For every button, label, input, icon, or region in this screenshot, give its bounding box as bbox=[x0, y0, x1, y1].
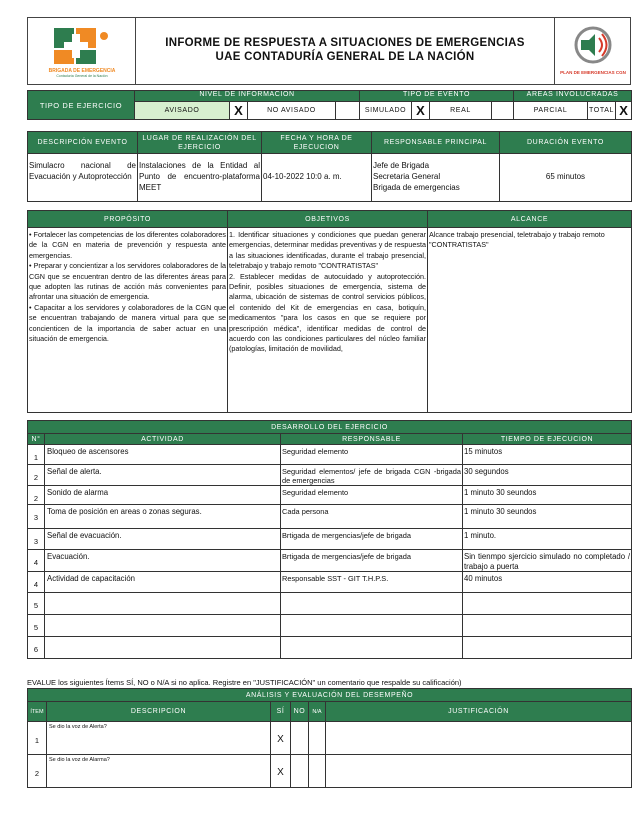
purpose-item-3: • Capacitar a los servidores y colaboradores de la CGN que se encuentran trabajando de manera virtual para que se concienticen de la importancia de saber actuar en una situación de emergencia. bbox=[29, 302, 226, 344]
avisado-label: AVISADO bbox=[135, 102, 230, 120]
justification-header: JUSTIFICACIÓN bbox=[326, 702, 632, 722]
total-label: TOTAL bbox=[588, 102, 616, 120]
analysis-title: ANÁLISIS Y EVALUACIÓN DEL DESEMPEÑO bbox=[28, 689, 632, 702]
simulado-label: SIMULADO bbox=[360, 102, 412, 120]
event-description-table bbox=[27, 131, 632, 202]
yes-cell[interactable]: X bbox=[271, 755, 291, 788]
table-row bbox=[28, 755, 632, 788]
table-row bbox=[28, 593, 632, 615]
table-row bbox=[28, 572, 632, 593]
report-header bbox=[27, 17, 631, 85]
duration-header: DURACIÓN EVENTO bbox=[500, 132, 632, 154]
parcial-label: PARCIAL bbox=[514, 102, 588, 120]
event-type-label: TIPO DE EVENTO bbox=[360, 91, 514, 102]
purpose-item-2: • Preparar y concientizar a los servidores colaboradores de la CGN que se encuentran dentro de las diferentes áreas para que adopten las rutinas de acción más convenientes para afrontar una situación de emergencia. bbox=[29, 261, 226, 302]
responsible-cell: Brtigada de mergencias/jefe de brigada bbox=[281, 550, 463, 572]
time-header: TIEMPO DE EJECUCION bbox=[463, 434, 632, 445]
objectives-content bbox=[228, 228, 428, 413]
table-row bbox=[28, 637, 632, 659]
time-cell: Sin tienmpo sjercicio simulado no completado / trabajo a puerta bbox=[463, 550, 632, 572]
emergency-plan-logo-text: PLAN DE EMERGENCIAS CGN bbox=[560, 70, 626, 75]
activity-cell: Evacuación. bbox=[45, 550, 281, 572]
no-header: NO bbox=[291, 702, 309, 722]
purpose-item-1: • Fortalecer las competencias de los diferentes colaboradores de la CGN en materia de prevención y respuesta ante emergencias. bbox=[29, 230, 226, 260]
objectives-header: OBJETIVOS bbox=[228, 211, 428, 228]
responsible-cell bbox=[281, 593, 463, 615]
item-number: 2 bbox=[28, 755, 47, 788]
question-cell: Se dio la voz de Alerta? bbox=[47, 722, 271, 755]
responsible-line3: Brigada de emergencias bbox=[373, 183, 460, 192]
activity-cell: Sonido de alarma bbox=[45, 486, 281, 505]
table-row bbox=[28, 486, 632, 505]
time-cell: 30 segundos bbox=[463, 465, 632, 486]
na-cell[interactable] bbox=[309, 755, 326, 788]
row-number: 5 bbox=[28, 615, 45, 637]
info-level-label: NIVEL DE INFORMACION bbox=[135, 91, 360, 102]
table-row bbox=[28, 722, 632, 755]
time-cell: 15 minutos bbox=[463, 445, 632, 465]
responsible-header: RESPONSABLE PRINCIPAL bbox=[372, 132, 500, 154]
avisado-checkbox[interactable]: X bbox=[230, 102, 248, 120]
table-row bbox=[28, 529, 632, 550]
activity-cell: Toma de posición en areas o zonas seguras. bbox=[45, 505, 281, 529]
activity-cell: Bloqueo de ascensores bbox=[45, 445, 281, 465]
row-number: 4 bbox=[28, 550, 45, 572]
objective-item-2: 2. Establecer medidas de autocuidado y autoprotección. Definir, posibles situaciones de emergencia, sistema de alarma, ubicación de sistemas de control servicios públicos, el contenido del Kit de emergencias en casa, botiquín, medicamentos "para los casos en que se requiere por prescripción médica", identificar medidas de control de acuerdo con las condiciones particulares del núcleo familiar (patologías, limitación de movilidad, bbox=[229, 271, 426, 354]
objective-item-1: 1. Identificar situaciones y condiciones que puedan generar emergencias, determinar medidas preventivas y de respuesta a las situaciones identificadas, durante el trabajo presencial, teletrabajo y trabajo remoto "CONTRATISTAS" bbox=[229, 230, 426, 271]
yes-header: SÍ bbox=[271, 702, 291, 722]
responsible-cell: Cada persona bbox=[281, 505, 463, 529]
responsible-cell bbox=[281, 637, 463, 659]
date-header: FECHA Y HORA DE EJECUCION bbox=[262, 132, 372, 154]
responsible-value bbox=[372, 154, 500, 202]
question-cell: Se dio la voz de Alarma? bbox=[47, 755, 271, 788]
description-header: DESCRIPCIÓN EVENTO bbox=[28, 132, 138, 154]
dev-responsible-header: RESPONSABLE bbox=[281, 434, 463, 445]
exercise-type-label: TIPO DE EJERCICIO bbox=[28, 91, 135, 120]
item-header: ÍTEM bbox=[28, 702, 47, 722]
time-cell: 40 minutos bbox=[463, 572, 632, 593]
areas-label: AREAS INVOLUCRADAS bbox=[514, 91, 632, 102]
yes-cell[interactable]: X bbox=[271, 722, 291, 755]
row-number: 4 bbox=[28, 572, 45, 593]
location-value: Instalaciones de la Entidad al Punto de encuentro-plataforma MEET bbox=[138, 154, 262, 202]
no-cell[interactable] bbox=[291, 755, 309, 788]
brigade-logo-subtitle: Contaduría General de la Nación bbox=[56, 74, 108, 78]
purpose-header: PROPÓSITO bbox=[28, 211, 228, 228]
na-cell[interactable] bbox=[309, 722, 326, 755]
justification-cell[interactable] bbox=[326, 755, 632, 788]
time-cell bbox=[463, 593, 632, 615]
justification-cell[interactable] bbox=[326, 722, 632, 755]
report-title bbox=[136, 36, 554, 64]
purpose-table bbox=[27, 210, 632, 413]
row-number: 3 bbox=[28, 529, 45, 550]
item-number: 1 bbox=[28, 722, 47, 755]
responsible-cell bbox=[281, 615, 463, 637]
row-number: 2 bbox=[28, 486, 45, 505]
development-title: DESARROLLO DEL EJERCICIO bbox=[28, 421, 632, 434]
responsible-line2: Secretaria General bbox=[373, 172, 441, 181]
performance-analysis-table bbox=[27, 688, 632, 788]
activity-cell bbox=[45, 637, 281, 659]
simulado-checkbox[interactable]: X bbox=[412, 102, 430, 120]
row-number: 1 bbox=[28, 445, 45, 465]
na-header: N/A bbox=[309, 702, 326, 722]
location-header: LUGAR DE REALIZACIÓN DEL EJERCICIO bbox=[138, 132, 262, 154]
activity-header: ACTIVIDAD bbox=[45, 434, 281, 445]
date-value: 04-10-2022 10:0 a. m. bbox=[262, 154, 372, 202]
row-number: 2 bbox=[28, 465, 45, 486]
table-row bbox=[28, 445, 632, 465]
responsible-cell: Responsable SST - GIT T.H.P.S. bbox=[281, 572, 463, 593]
report-title-line2: UAE CONTADURÍA GENERAL DE LA NACIÓN bbox=[215, 51, 475, 63]
evaluation-instructions: EVALUE los siguientes Ítems SÍ, NO o N/A si no aplica. Registre en "JUSTIFICACIÓN" un comentario que respalde su calificación) bbox=[27, 678, 462, 687]
responsible-cell: Seguridad elemento bbox=[281, 486, 463, 505]
row-number: 6 bbox=[28, 637, 45, 659]
table-row bbox=[28, 550, 632, 572]
time-cell: 1 minuto 30 seundos bbox=[463, 486, 632, 505]
duration-value: 65 minutos bbox=[500, 154, 632, 202]
row-number: 5 bbox=[28, 593, 45, 615]
activity-cell bbox=[45, 615, 281, 637]
total-checkbox[interactable]: X bbox=[616, 102, 632, 120]
brigade-logo-title: BRIGADA DE EMERGENCIA bbox=[48, 68, 116, 74]
activity-cell bbox=[45, 593, 281, 615]
scope-content: Alcance trabajo presencial, teletrabajo y trabajo remoto "CONTRATISTAS" bbox=[428, 228, 632, 413]
exercise-development-table bbox=[27, 420, 632, 659]
time-cell: 1 minuto 30 seundos bbox=[463, 505, 632, 529]
table-row bbox=[28, 505, 632, 529]
exercise-type-table bbox=[27, 90, 632, 120]
scope-header: ALCANCE bbox=[428, 211, 632, 228]
activity-cell: Señal de evacuación. bbox=[45, 529, 281, 550]
responsible-cell: Seguridad elementos/ jefe de brigada CGN -brigada de emergencias bbox=[281, 465, 463, 486]
activity-cell: Actividad de capacitación bbox=[45, 572, 281, 593]
real-checkbox[interactable] bbox=[492, 102, 514, 120]
no-avisado-checkbox[interactable] bbox=[336, 102, 360, 120]
report-title-line1: INFORME DE RESPUESTA A SITUACIONES DE EMERGENCIAS bbox=[165, 37, 525, 49]
number-header: N° bbox=[28, 434, 45, 445]
responsible-cell: Brtigada de mergencias/jefe de brigada bbox=[281, 529, 463, 550]
no-cell[interactable] bbox=[291, 722, 309, 755]
time-cell bbox=[463, 615, 632, 637]
analysis-description-header: DESCRIPCION bbox=[47, 702, 271, 722]
emergency-plan-logo bbox=[554, 18, 630, 84]
responsible-cell: Seguridad elemento bbox=[281, 445, 463, 465]
no-avisado-label: NO AVISADO bbox=[248, 102, 336, 120]
time-cell: 1 minuto. bbox=[463, 529, 632, 550]
table-row bbox=[28, 615, 632, 637]
brigade-logo bbox=[28, 18, 136, 84]
activity-cell: Señal de alerta. bbox=[45, 465, 281, 486]
purpose-content bbox=[28, 228, 228, 413]
responsible-line1: Jefe de Brigada bbox=[373, 161, 430, 170]
row-number: 3 bbox=[28, 505, 45, 529]
real-label: REAL bbox=[430, 102, 492, 120]
table-row bbox=[28, 465, 632, 486]
description-value: Simulacro nacional de Evacuación y Autoprotección bbox=[28, 154, 138, 202]
time-cell bbox=[463, 637, 632, 659]
